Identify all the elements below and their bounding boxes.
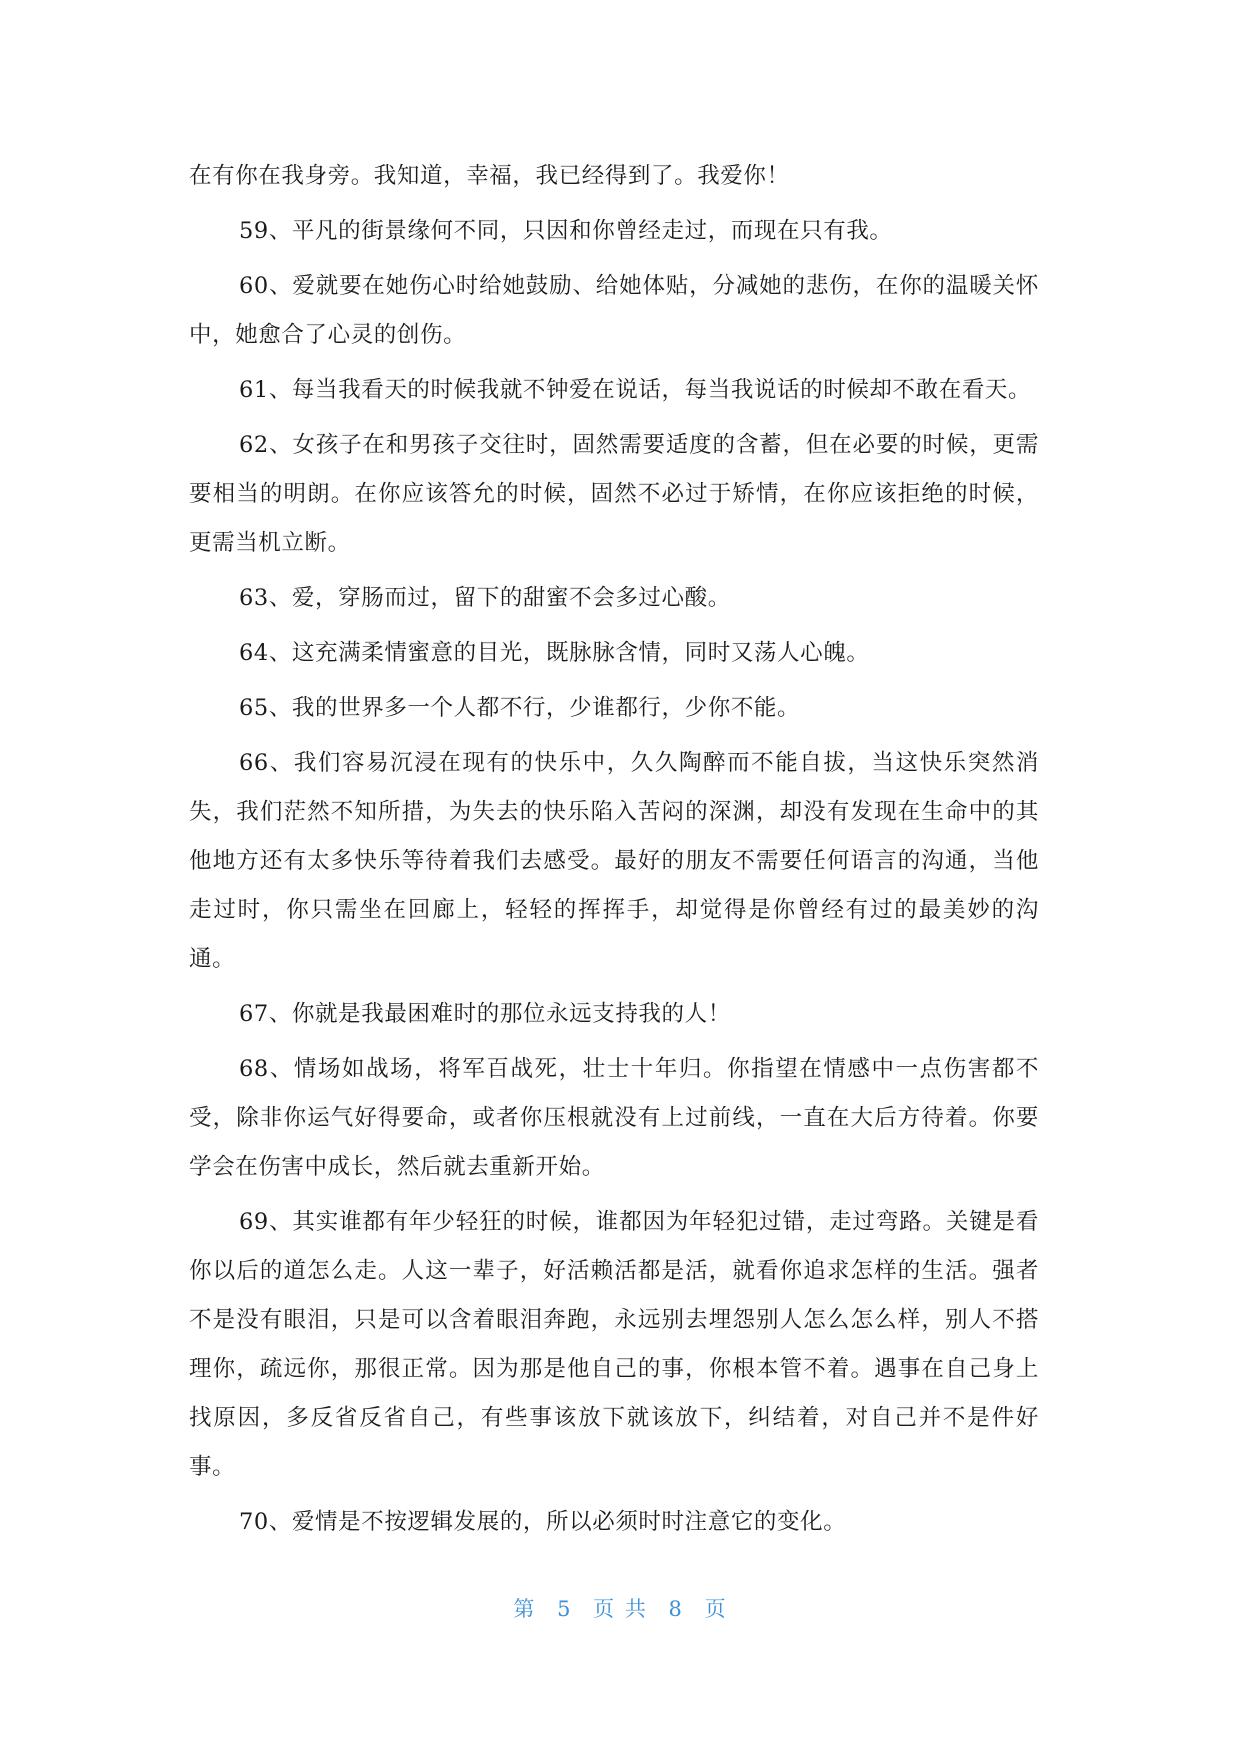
paragraph-59: 59、平凡的街景缘何不同，只因和你曾经走过，而现在只有我。	[239, 218, 893, 244]
paragraph-continued: 在有你在我身旁。我知道，幸福，我已经得到了。我爱你！	[189, 163, 790, 189]
footer-label-of: 页 共	[593, 1597, 648, 1621]
paragraph-61: 61、每当我看天的时候我就不钟爱在说话，每当我说话的时候却不敢在看天。	[239, 377, 1032, 403]
paragraph-66: 66、我们容易沉浸在现有的快乐中，久久陶醉而不能自拔，当这快乐突然消失，我们茫然不知所措，为失去的快乐陷入苦闷的深渊，却没有发现在生命中的其他地方还有太多快乐等待着我们去感受。最好的朋友不需要任何语言的沟通，当他走过时，你只需坐在回廊上，轻轻的挥挥手，却觉得是你曾经有过的最美妙的沟通。	[189, 750, 1039, 972]
paragraph-69: 69、其实谁都有年少轻狂的时候，谁都因为年轻犯过错，走过弯路。关键是看你以后的道怎么走。人这一辈子，好活赖活都是活，就看你追求怎样的生活。强者不是没有眼泪，只是可以含着眼泪奔跑，永远别去埋怨别人怎么怎么样，别人不搭理你，疏远你，那很正常。因为那是他自己的事，你根本管不着。遇事在自己身上找原因，多反省反省自己，有些事该放下就该放下，纠结着，对自己并不是件好事。	[189, 1209, 1039, 1480]
paragraph-60: 60、爱就要在她伤心时给她鼓励、给她体贴，分减她的悲伤，在你的温暖关怀中，她愈合了心灵的创伤。	[189, 273, 1039, 348]
paragraph-62: 62、女孩子在和男孩子交往时，固然需要适度的含蓄，但在必要的时候，更需要相当的明朗。在你应该答允的时候，固然不必过于矫情，在你应该拒绝的时候，更需当机立断。	[189, 432, 1039, 556]
paragraph-70: 70、爱情是不按逻辑发展的，所以必须时时注意它的变化。	[239, 1509, 847, 1535]
paragraph-64: 64、这充满柔情蜜意的目光，既脉脉含情，同时又荡人心魄。	[239, 640, 870, 666]
paragraph-68: 68、情场如战场，将军百战死，壮士十年归。你指望在情感中一点伤害都不受，除非你运气好得要命，或者你压根就没有上过前线，一直在大后方待着。你要学会在伤害中成长，然后就去重新开始。	[189, 1056, 1039, 1180]
paragraph-65: 65、我的世界多一个人都不行，少谁都行，少你不能。	[239, 695, 801, 721]
paragraph-63: 63、爱，穿肠而过，留下的甜蜜不会多过心酸。	[239, 585, 731, 611]
footer-label-end: 页	[704, 1597, 728, 1621]
footer-label-page: 第	[513, 1597, 537, 1621]
footer-total-pages: 8	[668, 1597, 684, 1621]
paragraph-67: 67、你就是我最困难时的那位永远支持我的人！	[239, 1001, 731, 1027]
footer-current-page: 5	[557, 1597, 573, 1621]
document-body	[189, 152, 1039, 1553]
page-footer	[0, 1593, 1241, 1623]
